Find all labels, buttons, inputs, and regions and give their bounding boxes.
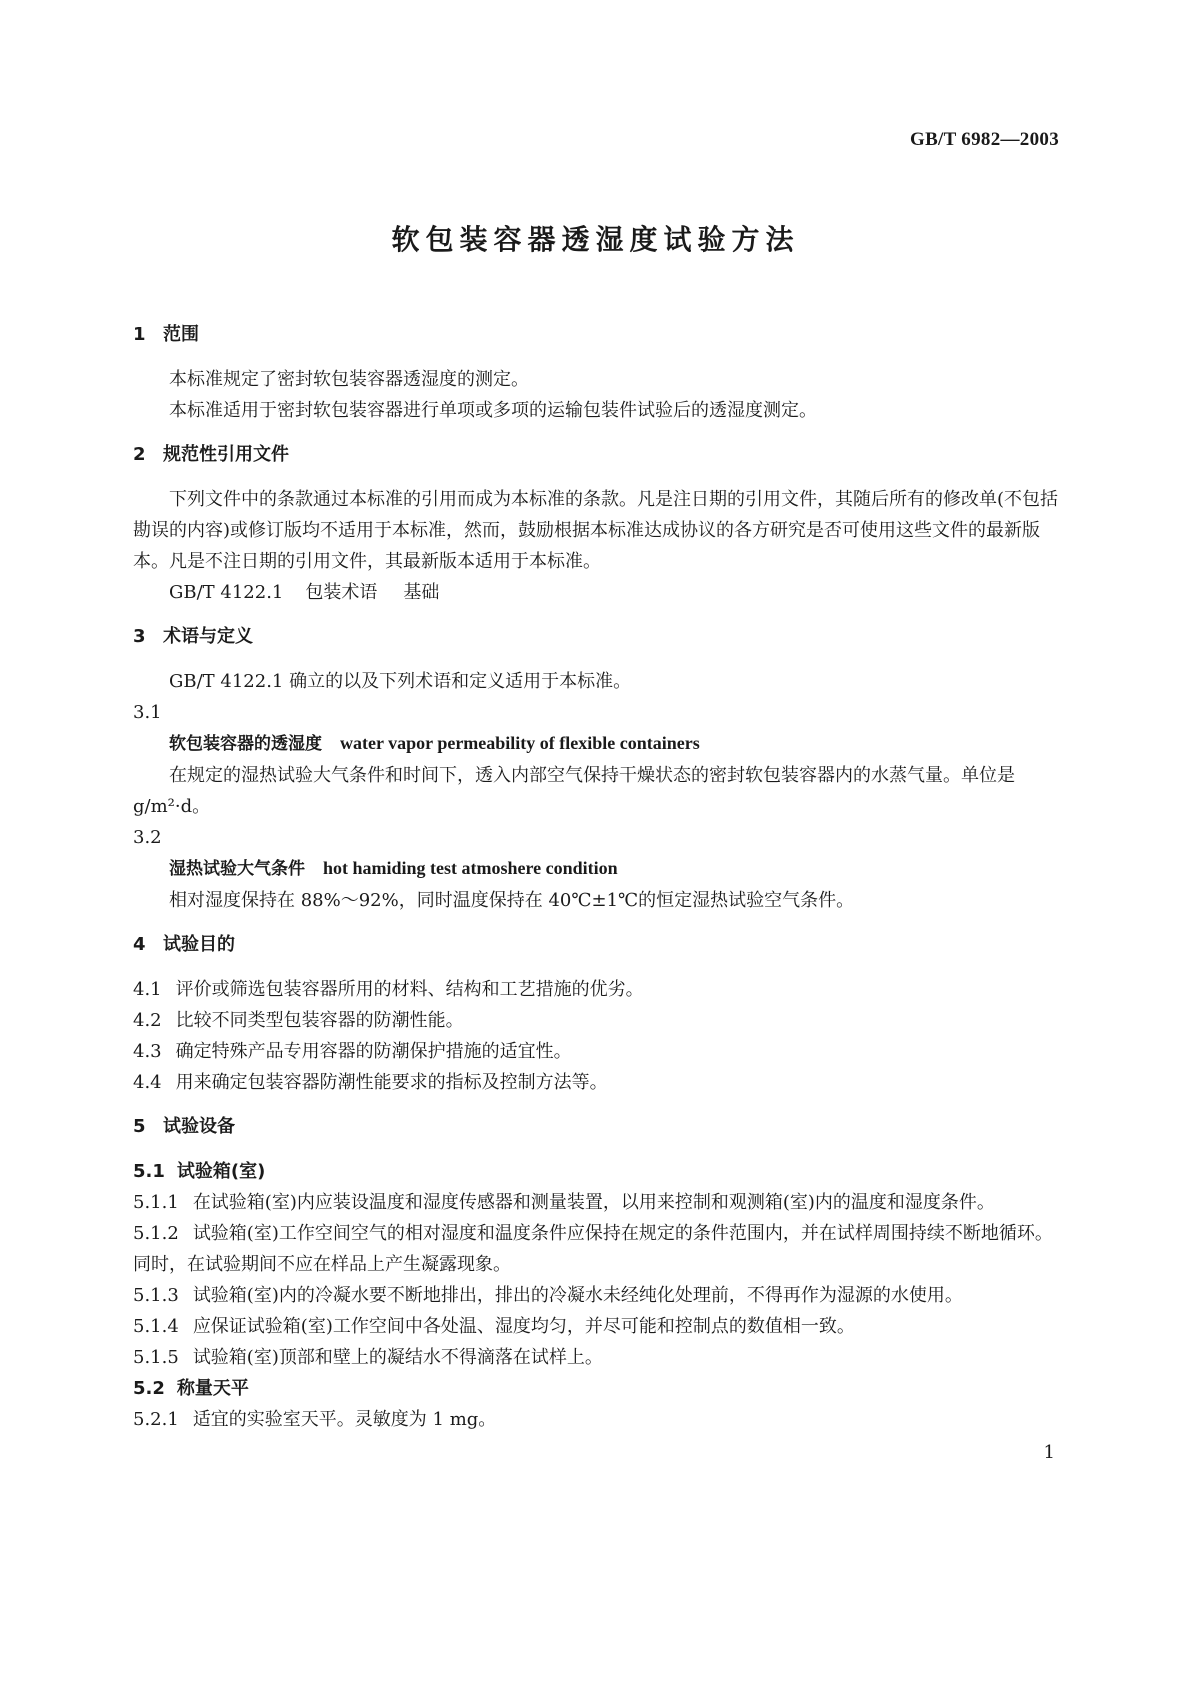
section-title: 规范性引用文件 — [163, 444, 289, 465]
paragraph: 下列文件中的条款通过本标准的引用而成为本标准的条款。凡是注日期的引用文件，其随后所有的修改单(不包括勘误的内容)或修订版均不适用于本标准，然而，鼓励根据本标准达成协议的各方研究是否可使用这些文件的最新版本。凡是不注日期的引用文件，其最新版本适用于本标准。 — [133, 489, 1059, 572]
clause-text: 试验箱(室)内的冷凝水要不断地排出，排出的冷凝水未经纯化处理前，不得再作为湿源的水使用。 — [192, 1285, 963, 1306]
clause-number: 5.2.1 — [133, 1409, 179, 1430]
paragraph: GB/T 4122.1 确立的以及下列术语和定义适用于本标准。 — [169, 671, 632, 692]
section-number: 2 — [133, 444, 146, 465]
clause-number: 5.1.1 — [133, 1192, 179, 1213]
clause-text: 适宜的实验室天平。灵敏度为 1 mg。 — [192, 1409, 497, 1430]
section-title: 范围 — [163, 324, 199, 345]
clause — [133, 1311, 1061, 1342]
clause-number: 4.4 — [133, 1072, 162, 1093]
clause-number: 5.1.2 — [133, 1223, 179, 1244]
clause-text: 在试验箱(室)内应装设温度和湿度传感器和测量装置，以用来控制和观测箱(室)内的温度和湿度条件。 — [192, 1192, 995, 1213]
section-number: 1 — [133, 324, 146, 345]
reference-title: 包装术语 — [305, 582, 378, 603]
section-number: 4 — [133, 934, 146, 955]
page-number: 1 — [1043, 1442, 1055, 1463]
clause-number: 5.1.3 — [133, 1285, 179, 1306]
clause — [133, 1005, 1061, 1036]
clause-text: 比较不同类型包装容器的防潮性能。 — [175, 1010, 464, 1031]
clause — [133, 1218, 1061, 1280]
standard-code: GB/T 6982—2003 — [909, 129, 1059, 150]
clause — [133, 1404, 1061, 1435]
clause-text: 确定特殊产品专用容器的防潮保护措施的适宜性。 — [175, 1041, 572, 1062]
clause-number: 4.2 — [133, 1010, 162, 1031]
term-chinese: 软包装容器的透湿度 — [169, 734, 322, 754]
subsection-title: 试验箱(室) — [176, 1161, 266, 1182]
section-number: 3 — [133, 626, 146, 647]
clause — [133, 1067, 1061, 1098]
section-number: 5 — [133, 1116, 146, 1137]
clause-number: 4.3 — [133, 1041, 162, 1062]
term-number: 3.2 — [133, 827, 162, 848]
section-heading-2 — [133, 441, 1061, 469]
section-title: 术语与定义 — [163, 626, 253, 647]
clause-number: 4.1 — [133, 979, 162, 1000]
reference-code: GB/T 4122.1 — [169, 582, 284, 603]
paragraph: 本标准规定了密封软包装容器透湿度的测定。 — [169, 369, 529, 390]
term-definition: 相对湿度保持在 88%～92%，同时温度保持在 40℃±1℃的恒定湿热试验空气条件。 — [169, 890, 855, 911]
clause — [133, 1342, 1061, 1373]
section-heading-1 — [133, 321, 1061, 349]
subsection-number: 5.2 — [133, 1378, 165, 1399]
term-heading — [133, 728, 1061, 760]
section-heading-3 — [133, 623, 1061, 651]
section-title: 试验目的 — [163, 934, 235, 955]
term-english: water vapor permeability of flexible containers — [340, 733, 700, 753]
clause-text: 应保证试验箱(室)工作空间中各处温、湿度均匀，并尽可能和控制点的数值相一致。 — [192, 1316, 855, 1337]
normative-reference — [169, 577, 1061, 608]
clause-text: 用来确定包装容器防潮性能要求的指标及控制方法等。 — [175, 1072, 608, 1093]
term-number: 3.1 — [133, 702, 162, 723]
reference-subtitle: 基础 — [403, 582, 440, 603]
subsection-heading — [133, 1156, 1061, 1187]
subsection-number: 5.1 — [133, 1161, 165, 1182]
section-heading-4 — [133, 931, 1061, 959]
term-chinese: 湿热试验大气条件 — [169, 859, 305, 879]
term-definition: 在规定的湿热试验大气条件和时间下，透入内部空气保持干燥状态的密封软包装容器内的水蒸气量。单位是 g/m²·d。 — [133, 765, 1015, 817]
term-heading — [133, 853, 1061, 885]
clause — [133, 1187, 1061, 1218]
clause — [133, 1280, 1061, 1311]
subsection-title: 称量天平 — [176, 1378, 249, 1399]
clause — [133, 1036, 1061, 1067]
section-heading-5 — [133, 1113, 1061, 1141]
section-title: 试验设备 — [163, 1116, 235, 1137]
clause — [133, 974, 1061, 1005]
document-body — [133, 321, 1061, 1435]
clause-number: 5.1.4 — [133, 1316, 179, 1337]
clause-number: 5.1.5 — [133, 1347, 179, 1368]
clause-text: 评价或筛选包装容器所用的材料、结构和工艺措施的优劣。 — [175, 979, 644, 1000]
subsection-heading — [133, 1373, 1061, 1404]
clause-text: 试验箱(室)顶部和壁上的凝结水不得滴落在试样上。 — [192, 1347, 603, 1368]
paragraph: 本标准适用于密封软包装容器进行单项或多项的运输包装件试验后的透湿度测定。 — [169, 400, 817, 421]
document-title: 软包装容器透湿度试验方法 — [391, 223, 800, 256]
clause-text: 试验箱(室)工作空间空气的相对湿度和温度条件应保持在规定的条件范围内，并在试样周围持续不断地循环。同时，在试验期间不应在样品上产生凝露现象。 — [133, 1223, 1053, 1275]
term-english: hot hamiding test atmoshere condition — [323, 858, 618, 878]
